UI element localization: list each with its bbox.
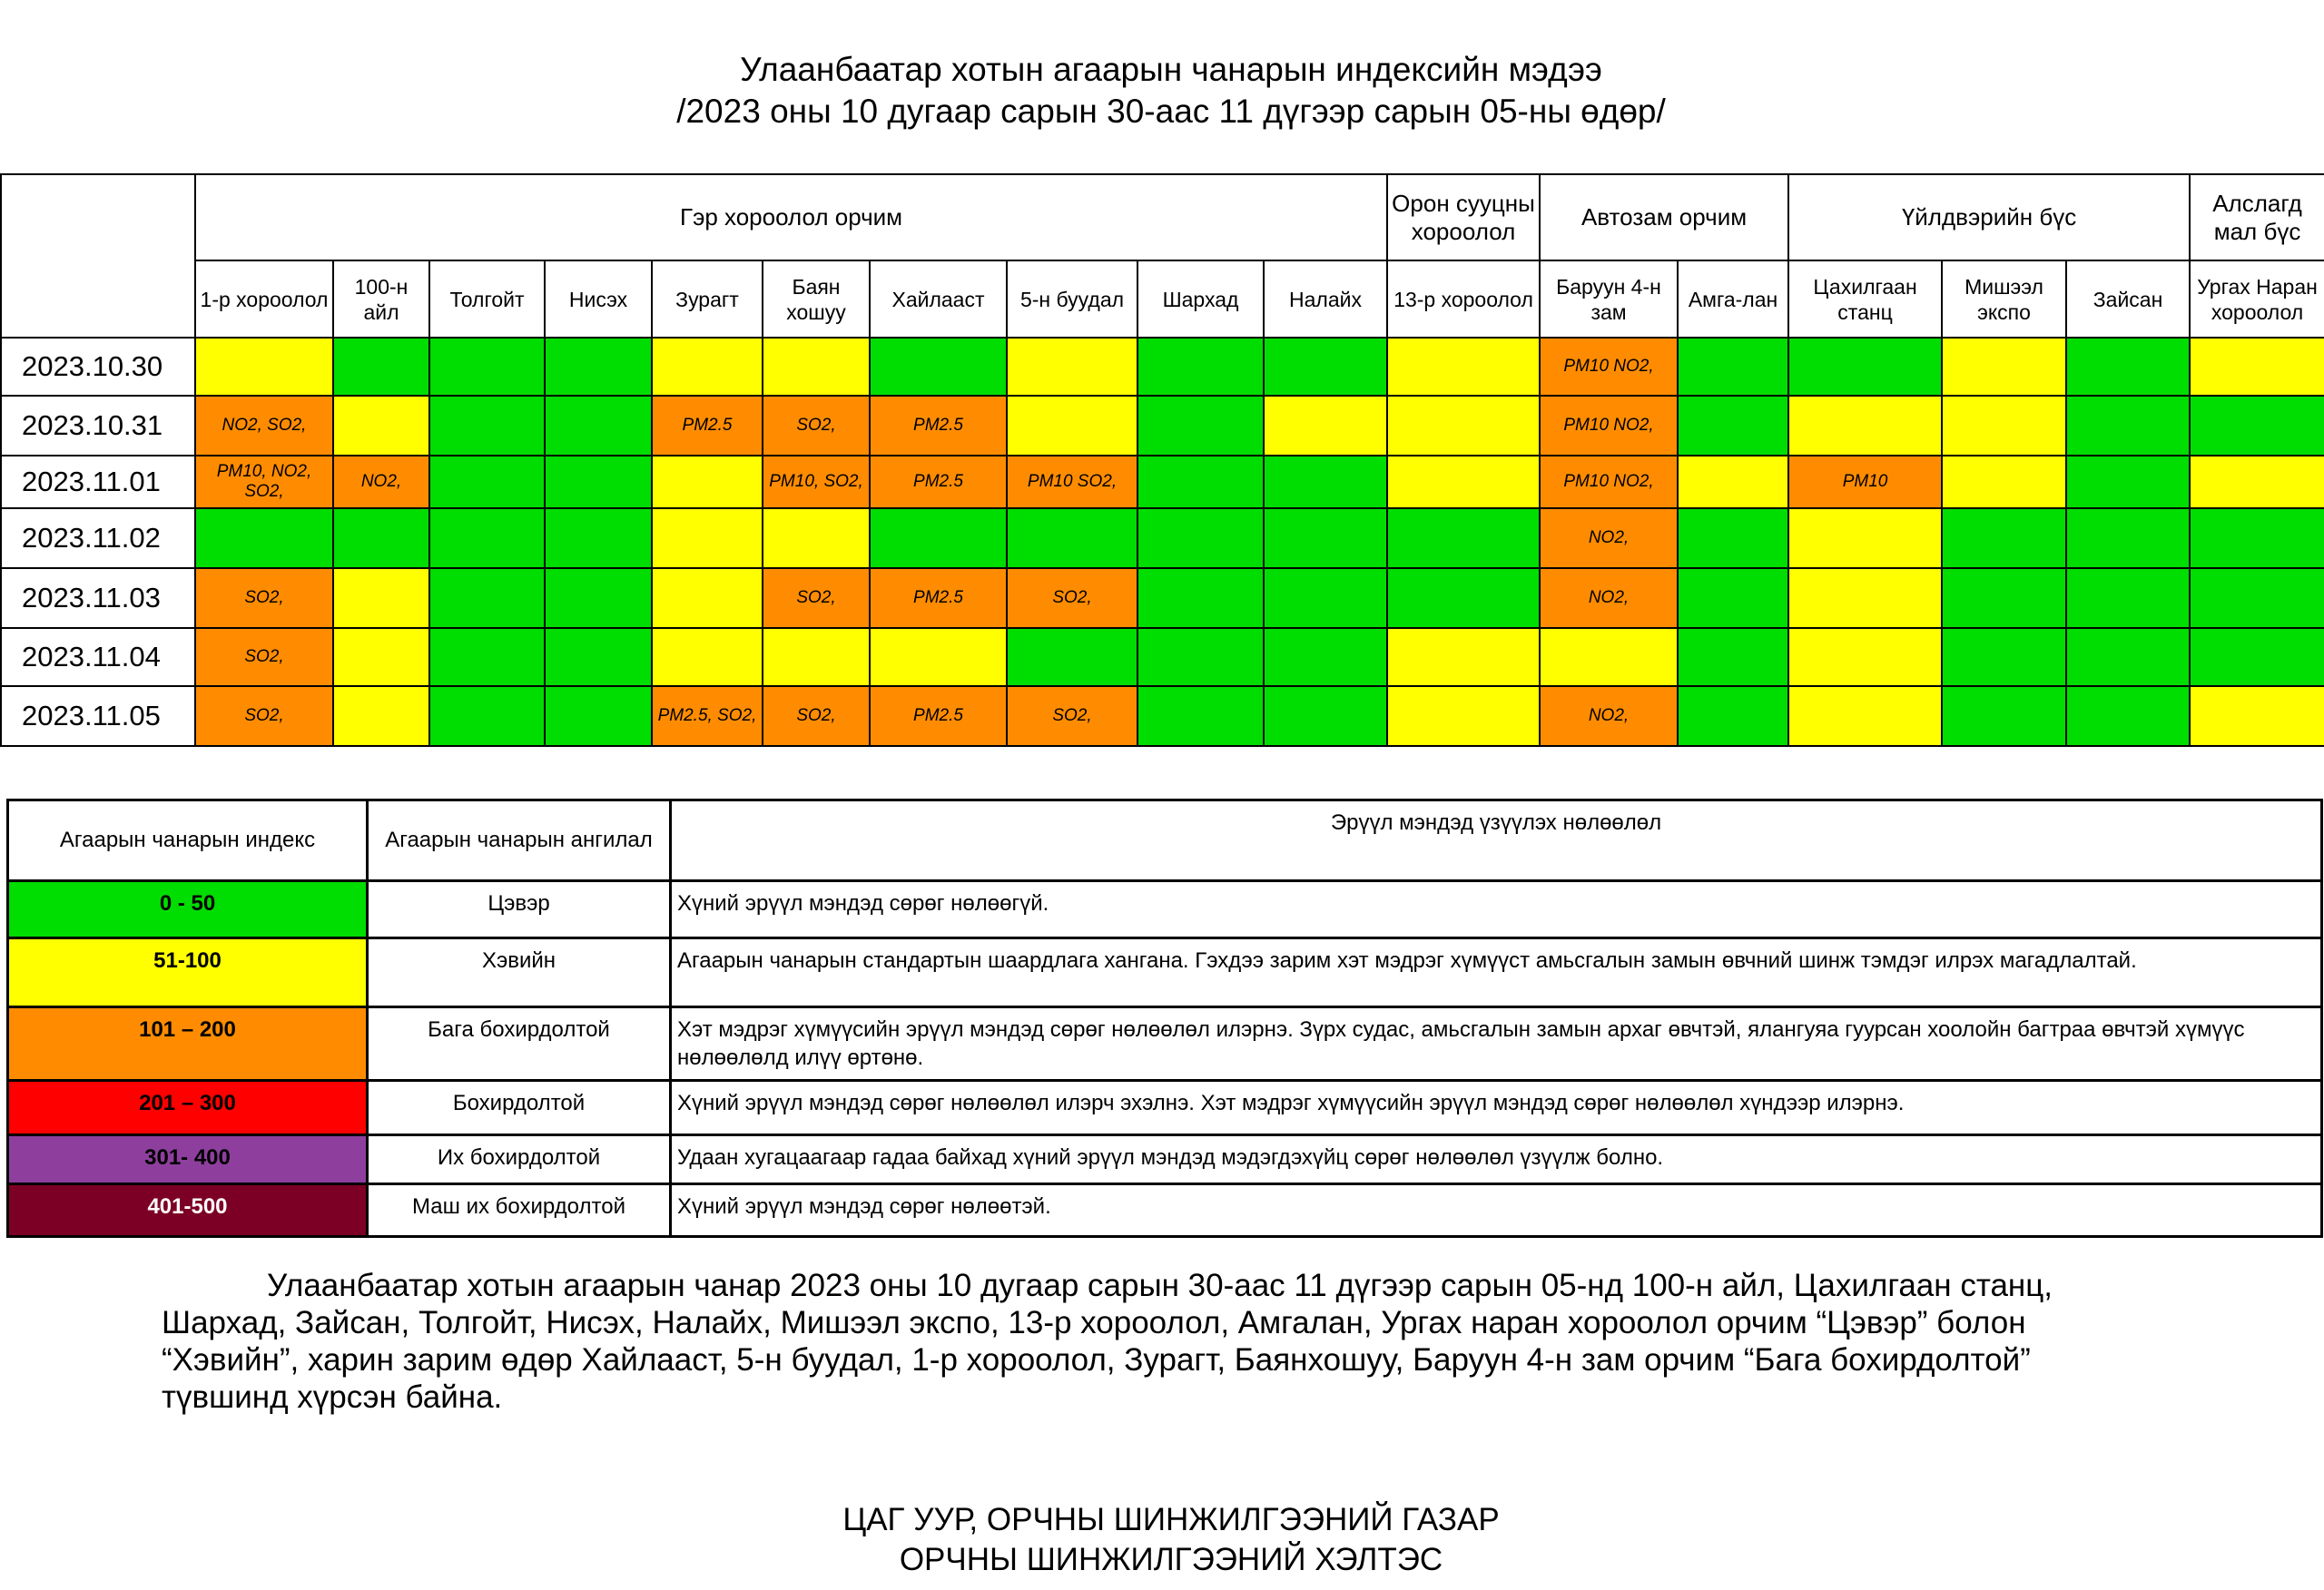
aqi-cell	[429, 396, 545, 456]
aqi-cell	[1264, 396, 1387, 456]
aqi-cell	[1137, 568, 1264, 628]
aqi-cell	[1942, 508, 2066, 568]
aqi-cell: PM10 NO2,	[1540, 396, 1678, 456]
aqi-cell	[1678, 456, 1788, 508]
aqi-cell	[333, 686, 429, 746]
health-effect: Хүний эрүүл мэндэд сөрөг нөлөөтэй.	[671, 1184, 2322, 1237]
group-industry: Үйлдвэрийн бүс	[1788, 174, 2190, 260]
aqi-cell	[2190, 686, 2324, 746]
date-cell: 2023.10.31	[1, 396, 195, 456]
aqi-cell	[1264, 628, 1387, 686]
date-cell: 2023.11.04	[1, 628, 195, 686]
group-road: Автозам орчим	[1540, 174, 1788, 260]
aqi-category: Хэвийн	[368, 938, 671, 1007]
aqi-cell	[763, 628, 870, 686]
aqi-cell	[545, 338, 652, 396]
aqi-cell	[1264, 568, 1387, 628]
aqi-cell	[1264, 508, 1387, 568]
aqi-cell	[1788, 628, 1942, 686]
legend-header-effect: Эрүүл мэндэд үзүүлэх нөлөөлөл	[671, 800, 2322, 881]
aqi-cell	[1264, 686, 1387, 746]
aqi-cell	[2190, 338, 2324, 396]
aqi-cell	[2190, 568, 2324, 628]
aqi-cell: SO2,	[195, 686, 333, 746]
aqi-cell	[2066, 456, 2190, 508]
aqi-cell	[1007, 628, 1137, 686]
station-header: Цахилгаан станц	[1788, 260, 1942, 338]
aqi-cell	[1678, 686, 1788, 746]
page-subtitle: /2023 оны 10 дугаар сарын 30-аас 11 дүгээр сарын 05-ны өдөр/	[676, 93, 1666, 130]
date-cell: 2023.11.02	[1, 508, 195, 568]
aqi-cell	[1007, 338, 1137, 396]
aqi-cell	[1942, 628, 2066, 686]
aqi-cell	[333, 508, 429, 568]
legend-header-index: Агаарын чанарын индекс	[8, 800, 368, 881]
aqi-cell	[2190, 456, 2324, 508]
aqi-cell: PM10 NO2,	[1540, 456, 1678, 508]
aqi-cell	[545, 686, 652, 746]
aqi-cell	[1678, 396, 1788, 456]
aqi-cell	[1788, 396, 1942, 456]
aqi-range-swatch: 201 – 300	[8, 1081, 368, 1135]
date-cell: 2023.10.30	[1, 338, 195, 396]
aqi-cell	[1264, 456, 1387, 508]
aqi-cell	[2066, 628, 2190, 686]
aqi-cell	[1137, 456, 1264, 508]
aqi-cell	[1678, 508, 1788, 568]
aqi-cell	[2066, 686, 2190, 746]
legend-row	[8, 881, 2322, 938]
aqi-cell	[652, 338, 763, 396]
aqi-cell	[1387, 568, 1540, 628]
station-header: Зайсан	[2066, 260, 2190, 338]
station-header: Нисэх	[545, 260, 652, 338]
aqi-range-swatch: 0 - 50	[8, 881, 368, 938]
station-header: Толгойт	[429, 260, 545, 338]
aqi-range-swatch: 401-500	[8, 1184, 368, 1237]
aqi-range-swatch: 101 – 200	[8, 1007, 368, 1081]
aqi-cell	[1942, 396, 2066, 456]
aqi-cell	[652, 508, 763, 568]
legend-row	[8, 1184, 2322, 1237]
health-effect: Хүний эрүүл мэндэд сөрөг нөлөөгүй.	[671, 881, 2322, 938]
group-remote: Алслагд мал бүс	[2190, 174, 2324, 260]
table-row	[1, 508, 2324, 568]
table-row	[1, 456, 2324, 508]
aqi-cell	[1942, 568, 2066, 628]
aqi-cell	[652, 568, 763, 628]
aqi-cell	[1387, 338, 1540, 396]
legend-row	[8, 938, 2322, 1007]
aqi-cell	[870, 628, 1007, 686]
aqi-cell	[1942, 686, 2066, 746]
footer-dept: ОРЧНЫ ШИНЖИЛГЭЭНИЙ ХЭЛТЭС	[899, 1542, 1443, 1577]
aqi-cell	[652, 628, 763, 686]
aqi-cell	[429, 568, 545, 628]
aqi-cell: PM2.5	[870, 396, 1007, 456]
aqi-category: Бохирдолтой	[368, 1081, 671, 1135]
aqi-cell	[2190, 508, 2324, 568]
aqi-cell: SO2,	[1007, 686, 1137, 746]
summary-line: Шархад, Зайсан, Толгойт, Нисэх, Налайх, Мишээл экспо, 13-р хороолол, Амгалан, Ургах наран хороолол орчим “Цэвэр” болон	[162, 1305, 2026, 1340]
aqi-cell: PM2.5, SO2,	[652, 686, 763, 746]
footer-org: ЦАГ УУР, ОРЧНЫ ШИНЖИЛГЭЭНИЙ ГАЗАР	[842, 1502, 1500, 1537]
station-header: Хайлааст	[870, 260, 1007, 338]
station-header: 100-н айл	[333, 260, 429, 338]
summary-line: түвшинд хүрсэн байна.	[162, 1379, 503, 1415]
station-header: 5-н буудал	[1007, 260, 1137, 338]
station-header: Шархад	[1137, 260, 1264, 338]
aqi-cell: SO2,	[1007, 568, 1137, 628]
summary-line: Улаанбаатар хотын агаарын чанар 2023 оны 10 дугаар сарын 30-аас 11 дүгээр сарын 05-нд 100-н айл, Цахилгаан станц,	[267, 1268, 2053, 1303]
aqi-cell	[1007, 508, 1137, 568]
aqi-cell	[870, 508, 1007, 568]
aqi-cell	[545, 568, 652, 628]
aqi-cell	[763, 508, 870, 568]
aqi-cell	[1788, 568, 1942, 628]
aqi-cell	[545, 508, 652, 568]
aqi-cell	[429, 508, 545, 568]
aqi-cell: SO2,	[763, 686, 870, 746]
aqi-cell	[1788, 686, 1942, 746]
aqi-cell	[1678, 338, 1788, 396]
aqi-cell	[1137, 338, 1264, 396]
legend-row	[8, 1007, 2322, 1081]
aqi-cell	[545, 456, 652, 508]
aqi-cell	[1264, 338, 1387, 396]
station-header: Баруун 4-н зам	[1540, 260, 1678, 338]
aqi-cell	[333, 568, 429, 628]
aqi-cell: NO2,	[333, 456, 429, 508]
aqi-cell	[1540, 628, 1678, 686]
aqi-cell	[1137, 628, 1264, 686]
table-row	[1, 686, 2324, 746]
aqi-cell	[333, 628, 429, 686]
station-header: Баян хошуу	[763, 260, 870, 338]
aqi-cell: SO2,	[763, 568, 870, 628]
aqi-cell	[195, 338, 333, 396]
aqi-cell	[2190, 396, 2324, 456]
station-header: Зурагт	[652, 260, 763, 338]
aqi-cell	[1788, 508, 1942, 568]
date-cell: 2023.11.05	[1, 686, 195, 746]
aqi-cell: PM2.5	[870, 456, 1007, 508]
table-row	[1, 338, 2324, 396]
corner-cell	[1, 174, 195, 338]
aqi-table	[0, 173, 2324, 747]
aqi-cell: SO2,	[763, 396, 870, 456]
aqi-cell	[1137, 508, 1264, 568]
aqi-cell	[1387, 628, 1540, 686]
aqi-cell	[2066, 568, 2190, 628]
station-header: Ургах Наран хороолол	[2190, 260, 2324, 338]
aqi-cell	[1387, 456, 1540, 508]
aqi-range-swatch: 301- 400	[8, 1135, 368, 1184]
aqi-category: Бага бохирдолтой	[368, 1007, 671, 1081]
aqi-cell	[2190, 628, 2324, 686]
table-row	[1, 628, 2324, 686]
summary-line: “Хэвийн”, харин зарим өдөр Хайлааст, 5-н буудал, 1-р хороолол, Зурагт, Баянхошуу, Баруун 4-н зам орчим “Бага бохирдолтой”	[162, 1342, 2031, 1378]
aqi-cell	[1007, 396, 1137, 456]
station-header: Налайх	[1264, 260, 1387, 338]
health-effect: Агаарын чанарын стандартын шаардлага хангана. Гэхдээ зарим хэт мэдрэг хүмүүст амьсгалын замын өвчний шинж тэмдэг илрэх магадлалтай.	[671, 938, 2322, 1007]
date-cell: 2023.11.01	[1, 456, 195, 508]
aqi-cell: PM10, NO2, SO2,	[195, 456, 333, 508]
aqi-cell	[545, 628, 652, 686]
aqi-cell: PM2.5	[870, 568, 1007, 628]
aqi-cell: NO2,	[1540, 568, 1678, 628]
legend-header-category: Агаарын чанарын ангилал	[368, 800, 671, 881]
aqi-cell	[1942, 338, 2066, 396]
group-apartment: Орон сууцны хороолол	[1387, 174, 1540, 260]
aqi-cell	[870, 338, 1007, 396]
aqi-cell	[1387, 508, 1540, 568]
aqi-cell: PM2.5	[870, 686, 1007, 746]
aqi-range-swatch: 51-100	[8, 938, 368, 1007]
page-title: Улаанбаатар хотын агаарын чанарын индексийн мэдээ	[740, 51, 1602, 88]
aqi-cell	[429, 456, 545, 508]
table-row	[1, 568, 2324, 628]
aqi-category: Цэвэр	[368, 881, 671, 938]
aqi-cell: NO2,	[1540, 508, 1678, 568]
aqi-cell	[1678, 568, 1788, 628]
health-effect: Хүний эрүүл мэндэд сөрөг нөлөөлөл илэрч эхэлнэ. Хэт мэдрэг хүмүүсийн эрүүл мэндэд сөрөг нөлөөлөл хүндээр илэрнэ.	[671, 1081, 2322, 1135]
date-cell: 2023.11.03	[1, 568, 195, 628]
aqi-cell	[1788, 338, 1942, 396]
aqi-category: Маш их бохирдолтой	[368, 1184, 671, 1237]
table-row	[1, 396, 2324, 456]
aqi-cell	[2066, 396, 2190, 456]
aqi-cell	[333, 338, 429, 396]
aqi-cell	[652, 456, 763, 508]
legend-row	[8, 1081, 2322, 1135]
aqi-cell: PM10	[1788, 456, 1942, 508]
aqi-cell: PM10 SO2,	[1007, 456, 1137, 508]
aqi-cell	[195, 508, 333, 568]
aqi-cell: PM10 NO2,	[1540, 338, 1678, 396]
aqi-cell: PM10, SO2,	[763, 456, 870, 508]
aqi-cell	[1137, 686, 1264, 746]
aqi-cell	[1678, 628, 1788, 686]
aqi-cell	[763, 338, 870, 396]
station-header: Мишээл экспо	[1942, 260, 2066, 338]
legend-table	[6, 799, 2323, 1238]
health-effect: Удаан хугацаагаар гадаа байхад хүний эрүүл мэндэд мэдэгдэхүйц сөрөг нөлөөлөл үзүүлж болно.	[671, 1135, 2322, 1184]
aqi-cell	[429, 338, 545, 396]
aqi-cell	[1387, 396, 1540, 456]
aqi-cell	[2066, 508, 2190, 568]
aqi-cell	[429, 686, 545, 746]
aqi-cell	[333, 396, 429, 456]
summary-paragraph	[163, 1267, 2188, 1416]
aqi-cell: PM2.5	[652, 396, 763, 456]
legend-row	[8, 1135, 2322, 1184]
aqi-cell: NO2, SO2,	[195, 396, 333, 456]
aqi-cell	[545, 396, 652, 456]
aqi-category: Их бохирдолтой	[368, 1135, 671, 1184]
aqi-cell: SO2,	[195, 628, 333, 686]
aqi-cell	[429, 628, 545, 686]
health-effect: Хэт мэдрэг хүмүүсийн эрүүл мэндэд сөрөг нөлөөлөл илэрнэ. Зүрх судас, амьсгалын замын архаг өвчтэй, ялангуяа гуурсан хоолойн багтраа өвчтэй хүмүүс нөлөөлөлд илүү өртөнө.	[671, 1007, 2322, 1081]
aqi-cell	[1942, 456, 2066, 508]
aqi-cell: SO2,	[195, 568, 333, 628]
aqi-cell: NO2,	[1540, 686, 1678, 746]
group-ger: Гэр хороолол орчим	[195, 174, 1387, 260]
station-header: 13-р хороолол	[1387, 260, 1540, 338]
aqi-cell	[2066, 338, 2190, 396]
aqi-cell	[1387, 686, 1540, 746]
station-header: 1-р хороолол	[195, 260, 333, 338]
aqi-cell	[1137, 396, 1264, 456]
station-header: Амга-лан	[1678, 260, 1788, 338]
